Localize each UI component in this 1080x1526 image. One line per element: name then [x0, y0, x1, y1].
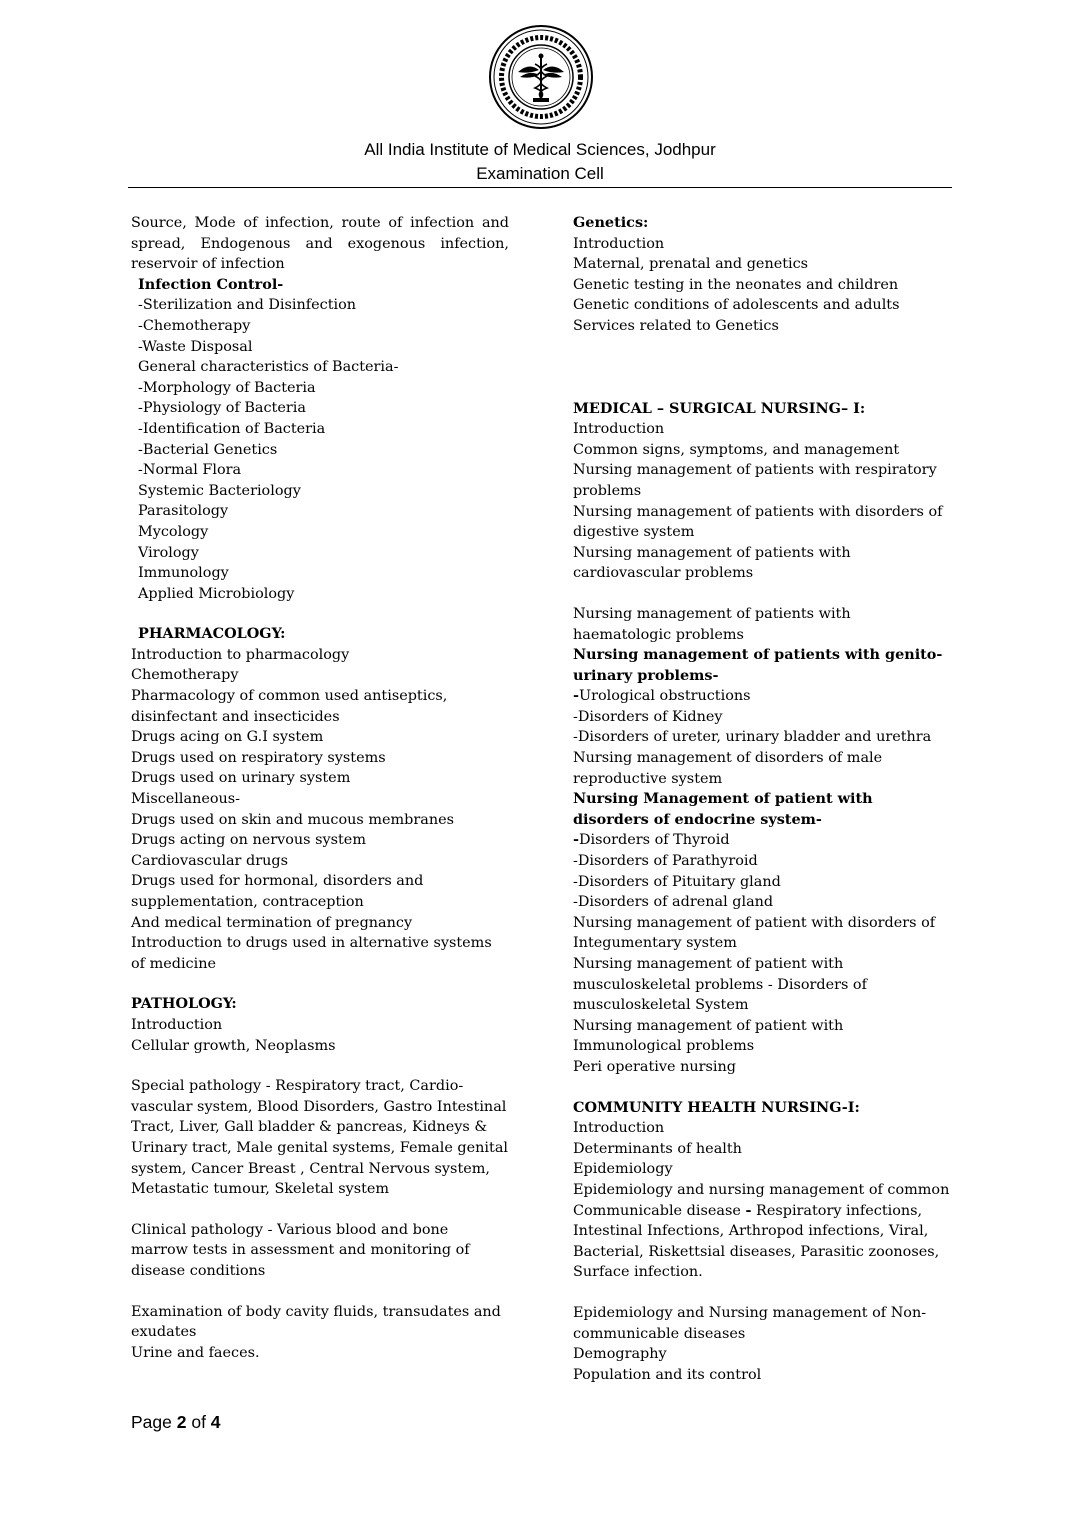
list-item: Drugs used on urinary system: [131, 770, 351, 787]
list-item: Genetic testing in the neonates and children: [573, 276, 899, 293]
list-item: Epidemiology: [573, 1161, 673, 1178]
infection-intro: Source, Mode of infection, route of infection and spread, Endogenous and exogenous infection, reservoir of infection: [131, 215, 509, 273]
list-item: -Disorders of Thyroid: [573, 831, 730, 849]
list-item: Nursing management of patients with disorders of digestive system: [573, 503, 943, 541]
list-item: Nursing management of patient with musculoskeletal problems - Disorders of musculoskeletal System: [573, 956, 867, 1014]
list-item: Nursing management of patients with respiratory problems: [573, 462, 937, 499]
list-item: -Disorders of Pituitary gland: [573, 873, 781, 890]
list-item: Peri operative nursing: [573, 1058, 736, 1075]
special-pathology: Special pathology - Respiratory tract, Cardio-vascular system, Blood Disorders, Gastro Intestinal Tract, Liver, Gall bladder & pancreas, Kidneys & Urinary tract, Male genital systems, Female genital system, Cancer Breast , Central Nervous system, Metastatic tumour, Skeletal system: [131, 1078, 508, 1198]
list-item: Common signs, symptoms, and management: [573, 441, 900, 458]
list-item: -Disorders of Parathyroid: [573, 853, 758, 870]
list-item: Nursing management of patients with cardiovascular problems: [573, 544, 851, 582]
list-item: Determinants of health: [573, 1140, 742, 1157]
list-item: -Bacterial Genetics: [138, 441, 278, 458]
list-item: -Disorders of ureter, urinary bladder and urethra: [573, 729, 932, 746]
clinical-pathology: Clinical pathology - Various blood and bone marrow tests in assessment and monitoring of disease conditions: [131, 1221, 470, 1279]
aiims-logo: [488, 24, 594, 130]
list-item: Services related to Genetics: [573, 317, 779, 334]
list-item: Demography: [573, 1346, 667, 1363]
list-item: Chemotherapy: [131, 667, 239, 684]
institute-name: All India Institute of Medical Sciences, Jodhpur: [364, 140, 716, 159]
list-item: Virology: [138, 544, 199, 561]
list-item: Miscellaneous-: [131, 791, 241, 808]
non-communicable-diseases: Epidemiology and Nursing management of Non-communicable diseases: [573, 1304, 927, 1342]
list-item: -Chemotherapy: [138, 317, 251, 334]
list-item: Nursing management of patient with Immunological problems: [573, 1017, 844, 1055]
urine-faeces: Urine and faeces.: [131, 1344, 260, 1361]
list-item: -Sterilization and Disinfection: [138, 297, 357, 314]
communicable-diseases: Epidemiology and nursing management of common Communicable disease - Respiratory infections, Intestinal Infections, Arthropod infections, Viral, Bacterial, Riskettsial diseases, Parasitic zoonoses, Surface infection.: [573, 1181, 950, 1281]
list-item: -Morphology of Bacteria: [138, 379, 316, 396]
list-item: Genetic conditions of adolescents and adults: [573, 297, 900, 314]
list-item: -Identification of Bacteria: [138, 420, 326, 437]
pathology-heading: PATHOLOGY:: [131, 995, 237, 1013]
infection-control-heading: Infection Control-: [138, 275, 284, 293]
list-item: Drugs acting on nervous system: [131, 832, 366, 849]
list-item: Maternal, prenatal and genetics: [573, 256, 809, 273]
list-item: Introduction: [573, 235, 665, 252]
list-item: Cardiovascular drugs: [131, 852, 288, 869]
list-item: Drugs used for hormonal, disorders and supplementation, contraception: [131, 873, 424, 910]
endocrine-heading: Nursing Management of patient with disorders of endocrine system-: [573, 790, 873, 828]
list-item: -Disorders of adrenal gland: [573, 894, 774, 911]
list-item: Nursing management of disorders of male reproductive system: [573, 750, 883, 787]
list-item: Introduction to pharmacology: [131, 646, 350, 663]
list-item: Applied Microbiology: [138, 585, 295, 602]
infection-control-list: [131, 295, 509, 604]
chn-heading: COMMUNITY HEALTH NURSING-I:: [573, 1098, 860, 1116]
list-item: -Disorders of Kidney: [573, 708, 723, 725]
msn-heading: MEDICAL – SURGICAL NURSING– I:: [573, 399, 866, 417]
list-item: Drugs acing on G.I system: [131, 729, 324, 746]
list-item: Mycology: [138, 523, 209, 540]
list-item: Cellular growth, Neoplasms: [131, 1037, 336, 1054]
examination-cell: Examination Cell: [476, 164, 604, 183]
list-item: -Normal Flora: [138, 462, 242, 479]
header-divider: [128, 187, 952, 188]
genito-urinary-heading: Nursing management of patients with genito-urinary problems-: [573, 646, 943, 684]
list-item: Nursing management of patient with disorders of Integumentary system: [573, 914, 936, 952]
pharmacology-heading: PHARMACOLOGY:: [138, 625, 286, 643]
list-item: Introduction: [573, 421, 665, 438]
left-column: [131, 213, 509, 1363]
list-item: Systemic Bacteriology: [138, 482, 301, 499]
page-number: Page 2 of 4: [131, 1412, 221, 1432]
body-fluids: Examination of body cavity fluids, transudates and exudates: [131, 1303, 501, 1341]
list-item: Drugs used on respiratory systems: [131, 749, 386, 766]
list-item: And medical termination of pregnancy: [131, 914, 413, 931]
list-item: -Waste Disposal: [138, 338, 253, 355]
list-item: Parasitology: [138, 503, 229, 520]
list-item: Introduction: [573, 1120, 665, 1137]
genetics-heading: Genetics:: [573, 214, 649, 231]
list-item: -Physiology of Bacteria: [138, 400, 306, 417]
list-item: Nursing management of patients with haematologic problems: [573, 605, 851, 643]
list-item: -Urological obstructions: [573, 687, 751, 705]
list-item: Drugs used on skin and mucous membranes: [131, 811, 455, 828]
list-item: General characteristics of Bacteria-: [138, 359, 399, 376]
list-item: Introduction to drugs used in alternative systems of medicine: [131, 935, 492, 972]
list-item: Pharmacology of common used antiseptics, disinfectant and insecticides: [131, 688, 448, 725]
right-column: [573, 213, 953, 1385]
pharmacology-list: [131, 645, 509, 975]
list-item: Population and its control: [573, 1366, 762, 1383]
list-item: Immunology: [138, 565, 229, 582]
list-item: Introduction: [131, 1016, 223, 1033]
